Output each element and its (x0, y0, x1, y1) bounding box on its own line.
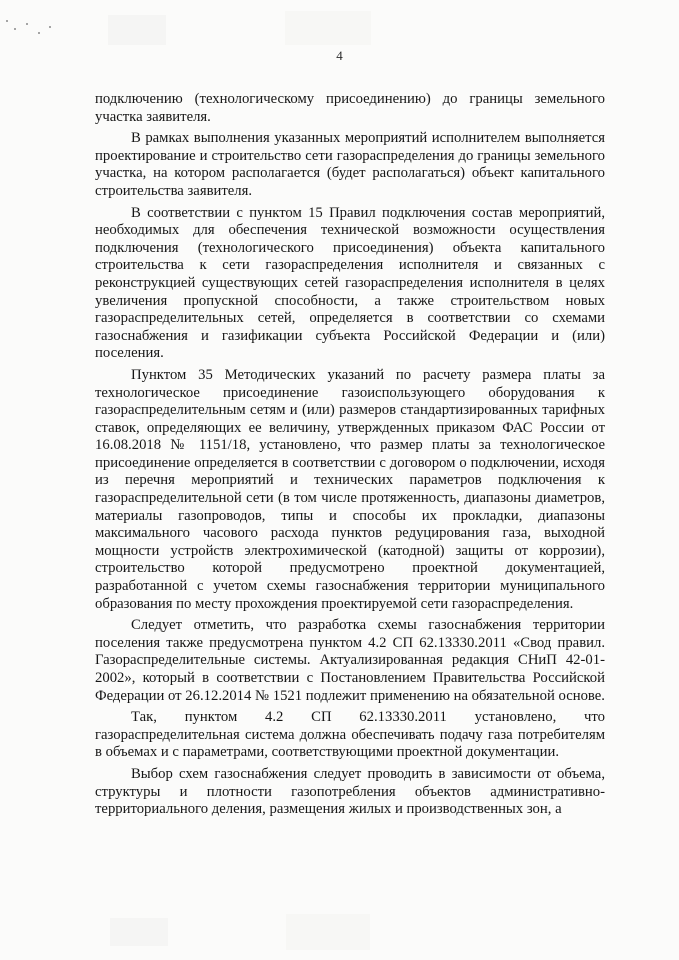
scan-bleed-top-right (285, 11, 371, 45)
scan-artifact-dots (2, 14, 62, 44)
page-number: 4 (336, 48, 343, 63)
paragraph-2: В рамках выполнения указанных мероприятий исполнителем выполняется проектирование и строительство сети газораспределения до границы земельного участка, на котором располагается (будет располагаться) объект капитального строительства заявителя. (95, 130, 605, 199)
scan-bleed-bottom-left (110, 918, 168, 946)
paragraph-1-continuation: подключению (технологическому присоединению) до границы земельного участка заявителя. (95, 91, 605, 125)
scan-bleed-bottom-right (286, 914, 370, 950)
paragraph-6: Так, пунктом 4.2 СП 62.13330.2011 установлено, что газораспределительная система должна обеспечивать подачу газа потребителям в объемах и с параметрами, соответствующими проектной документации. (95, 709, 605, 761)
scan-bleed-top-left (108, 15, 166, 45)
paragraph-3: В соответствии с пунктом 15 Правил подключения состав мероприятий, необходимых для обеспечения технической возможности осуществления подключения (технологического присоединения) объекта капитального строительства к сети газораспределения исполнителя и связанных с реконструкцией существующих сетей газораспределения исполнителя в целях увеличения пропускной способности, а также строительством новых газораспределительных сетей, определяется в соответствии со схемами газоснабжения и газификации субъекта Российской Федерации и (или) поселения. (95, 204, 605, 362)
body-text (95, 91, 605, 823)
paragraph-5: Следует отметить, что разработка схемы газоснабжения территории поселения также предусмотрена пунктом 4.2 СП 62.13330.2011 «Свод правил. Газораспределительные системы. Актуализированная редакция СНиП 42-01-2002», который в соответствии с Постановлением Правительства Российской Федерации от 26.12.2014 № 1521 подлежит применению на обязательной основе. (95, 617, 605, 704)
paragraph-4: Пунктом 35 Методических указаний по расчету размера платы за технологическое присоединение газоиспользующего оборудования к газораспределительным сетям и (или) размеров стандартизированных тарифных ставок, определяющих ее величину, утвержденных приказом ФАС России от 16.08.2018 № 1151/18, установлено, что размер платы за технологическое присоединение определяется в соответствии с договором о подключении, исходя из перечня мероприятий и технических параметров подключения к газораспределительной сети (в том числе протяженность, диапазоны диаметров, материалы газопроводов, типы и способы их прокладки, диапазоны максимального часового расхода пунктов редуцирования газа, выходной мощности устройств электрохимической (катодной) защиты от коррозии), строительство которой предусмотрено проектной документацией, разработанной с учетом схемы газоснабжения территории муниципального образования по месту прохождения проектируемой сети газораспределения. (95, 366, 605, 612)
paragraph-7: Выбор схем газоснабжения следует проводить в зависимости от объема, структуры и плотности газопотребления объектов административно-территориального деления, размещения жилых и производственных зон, а (95, 765, 605, 818)
